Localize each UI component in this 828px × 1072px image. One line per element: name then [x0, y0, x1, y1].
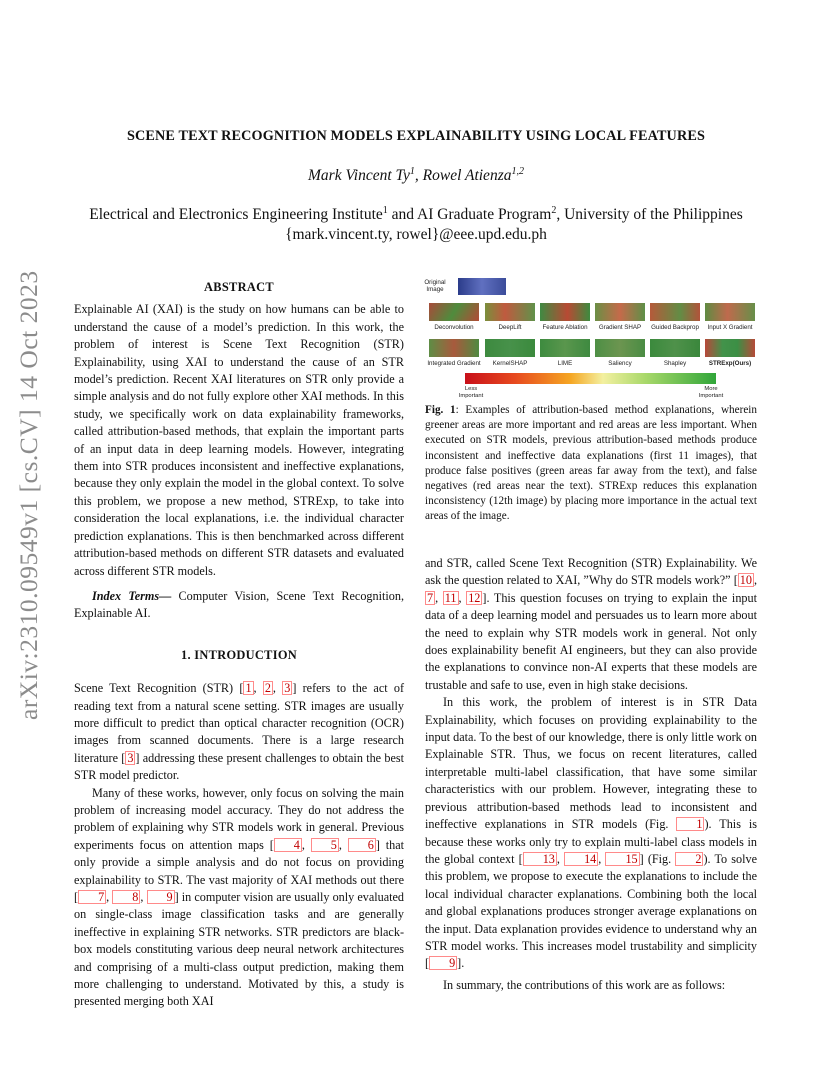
deconvolution-thumbnail [429, 303, 479, 321]
citation-link[interactable]: 6 [348, 838, 376, 852]
figure-1 [425, 276, 757, 401]
kernelshap-thumbnail [485, 339, 535, 357]
intro-p1-text-b: refers to the act of reading text from a natural scene setting. STR images are usually more difficult to predict than optical character recognition (OCR) images from scanned documents. There is a large research literature [74, 681, 405, 765]
affiliation-part-2: and AI Graduate Program [387, 206, 552, 223]
less-important-label: Less Important [458, 386, 484, 399]
gradient-shap-thumbnail [595, 303, 645, 321]
author-separator: , [414, 167, 423, 184]
intro-p1-text-a: Scene Text Recognition (STR) [74, 681, 240, 696]
caption-label: Fig. 1 [425, 404, 456, 416]
author-1-affil: 1 [409, 165, 415, 177]
citation-link[interactable]: 1 [245, 681, 252, 696]
figure-ref-link[interactable]: 2 [675, 852, 703, 866]
right-p2-text-c: (Fig. [643, 851, 676, 866]
right-p2-text-d: ). To solve this problem, we propose to execute the explanations to include the local individual character explanations. Combining both the local and global explanations produces stronger average explanations on the input. Data explanation provides evidence to understand why an STR model works. This increases model trustability and simplicity [425, 851, 758, 953]
citation-link[interactable]: 15 [605, 852, 639, 866]
right-p2-text-a: In this work, the problem of interest is in STR Data Explainability, which focuses on providing explainability to the input data. To the best of our knowledge, there is only little work on Explainable STR. Thus, we focus on recent literatures, called interpretable multi-label classification, that have some similar characteristics with our problem. However, integrating these to previous attribution-based methods lead to inconsistent and ineffective explanations in STR models (Fig. [425, 695, 757, 832]
method-label: LIME [557, 360, 573, 367]
method-label: Input X Gradient [707, 324, 753, 331]
method-label: Shapley [663, 360, 687, 367]
abstract-body: Explainable AI (XAI) is the study on how humans can be able to understand the cause of a model’s prediction. In this work, the problem of interest is Scene Text Recognition (STR) Explainability, using XAI to understand the cause of an STR model’s prediction. Recent XAI literatures on STR only provide a simple analysis and do not fully explore other XAI methods. In this study, we specifically work on data explainability frameworks, called attribution-based methods, that explain the important parts of an input data in deep learning models. However, integrating them into STR produces inconsistent and ineffective explanations, because they only explain the model in the global context. To solve this problem, we propose a new method, STRExp, to take into consideration the local explanations, i.e. the individual character prediction explanations. This is then benchmarked across different attribution-based methods on different STR datasets and evaluated across different STR models. [74, 302, 404, 578]
citation-link[interactable]: 9 [429, 956, 457, 970]
right-column [425, 555, 757, 994]
intro-p2-text-c: in computer vision are usually only evaluated on single-class image classification tasks and are generally ineffective in explaining STR networks. STR predictors are black-box models constituting various deep neural network architectures and comprising of a multi-class output prediction, making them more challenging to understand. Motivated by this, a study is presented merging both XAI [74, 890, 405, 1009]
saliency-thumbnail [595, 339, 645, 357]
authors [60, 167, 772, 185]
right-paragraph-3: In summary, the contributions of this work are as follows: [443, 977, 726, 992]
intro-heading: 1. INTRODUCTION [180, 647, 298, 662]
abstract-heading: ABSTRACT [204, 280, 274, 294]
original-image-label: Original Image [424, 279, 446, 293]
author-1: Mark Vincent Ty [308, 167, 410, 184]
method-label: DeepLift [498, 324, 522, 331]
intro-paragraph-2: Many of these works, however, only focus on solving the main problem of increasing model accuracy. They do not address the problem of explaining why STR models work in general. Previous experiments focus on attention maps [ 4 , 5 , 6 ] that only provide a simple analysis and do not focus on providing explainability to STR. The vast majority of XAI methods out there [ 7 , 8 , 9 ] in computer vision are usually only evaluated on single-class image classification tasks and are generally ineffective in explaining STR networks. STR predictors are black-box models constituting various deep neural network architectures and comprising of a multi-class output prediction, making them more challenging to understand. Motivated by this, a study is presented merging both XAI [74, 785, 405, 1009]
index-terms-label: Index Terms— [92, 588, 172, 603]
input-x-gradient-thumbnail [705, 303, 755, 321]
right-paragraph-1: and STR, called Scene Text Recognition (STR) Explainability. We ask the question related to XAI, ”Why do STR models work?” [ 10 , 7 , 11 , 12 ]. This question focuses on trying to explain the input data of a deep learning model and persuades us to learn more about the need to explain why STR models work in general. Not only does explainability benefit AI engineers, but they can also provide the explanations to convince non-AI experts that these models are trustable and safe to use, even in high stake decisions. [425, 556, 757, 692]
right-p2-text-e: . [461, 956, 465, 971]
citation-link[interactable]: 3 [127, 750, 134, 765]
citation-link[interactable]: 2 [264, 681, 271, 696]
right-p2-text-b: ). This is because these works only try to explain multi-label class models in the global context [425, 817, 757, 866]
citation-link[interactable]: 12 [468, 590, 481, 605]
importance-colorbar [465, 373, 716, 384]
method-label: Feature Ablation [542, 324, 588, 331]
original-image-thumbnail [458, 278, 506, 295]
method-label: KernelSHAP [492, 360, 528, 367]
figure-1-caption [425, 403, 757, 525]
method-label: STRExp(Ours) [708, 360, 752, 367]
intro-p1-text-c: addressing these present challenges to obtain the best STR model predictor. [74, 750, 404, 783]
method-label: Guided Backprop [651, 324, 699, 331]
integrated-gradient-thumbnail [429, 339, 479, 357]
citation-link[interactable]: 8 [112, 890, 140, 904]
citation-link[interactable]: 7 [427, 590, 434, 605]
intro-p2-text-a: Many of these works, however, only focus on solving the main problem of increasing model accuracy. They do not address the problem of explaining why STR models work in general. Previous experiments focus on attention maps [74, 785, 404, 852]
citation-link[interactable]: 4 [274, 838, 302, 852]
more-important-label: More Important [698, 386, 724, 399]
author-2-affil: 1,2 [511, 165, 524, 177]
citation-link[interactable]: 3 [284, 681, 291, 696]
deeplift-thumbnail [485, 303, 535, 321]
affiliation-line [60, 205, 772, 225]
right-paragraph-2: In this work, the problem of interest is in STR Data Explainability, which focuses on providing explainability to the input data. To the best of our knowledge, there is only little work on Explainable STR. Thus, we focus on recent literatures, called interpretable multi-label classification, that have some similar characteristics with our problem. However, integrating these to previous attribution-based methods lead to inconsistent and ineffective explanations in STR models (Fig. 1 ). This is because these works only try to explain multi-label class models in the global context [ 13 , 14 , 15 ] (Fig. 2 ). To solve this problem, we propose to execute the explanations to include the local individual character explanations. Combining both the local and global explanations produces stronger average explanations on the input. Data explanation provides evidence to understand why an STR model works. This increases model trustability and simplicity [ 9 ]. [425, 695, 758, 971]
method-label: Gradient SHAP [598, 324, 642, 331]
citation-link[interactable]: 7 [78, 890, 106, 904]
method-label: Saliency [608, 360, 632, 367]
author-2: Rowel Atienza [422, 167, 512, 184]
affiliation-sup-2: 2 [551, 204, 557, 216]
intro-paragraph-1: Scene Text Recognition (STR) [ 1 , 2 , 3 ] refers to the act of reading text from a natural scene setting. STR images are usually more difficult to predict than optical character recognition (OCR) images from scanned documents. There is a large research literature [ 3 ] addressing these present challenges to obtain the best STR model predictor. [74, 681, 405, 783]
citation-link[interactable]: 9 [147, 890, 175, 904]
method-label: Integrated Gradient [427, 360, 481, 367]
affiliation-sup-1: 1 [382, 204, 388, 216]
citation-link[interactable]: 5 [311, 838, 339, 852]
index-terms [74, 588, 404, 623]
intro-p2-text-b: that only provide a simple analysis and do not focus on providing explainability to STR. The vast majority of XAI methods out there [74, 837, 405, 887]
guided-backprop-thumbnail [650, 303, 700, 321]
citation-link[interactable]: 13 [523, 852, 557, 866]
paper-title: SCENE TEXT RECOGNITION MODELS EXPLAINABILITY USING LOCAL FEATURES [126, 128, 706, 144]
citation-link[interactable]: 10 [739, 573, 752, 588]
index-terms-text: Computer Vision, Scene Text Recognition, Explainable AI. [74, 588, 404, 621]
citation-link[interactable]: 11 [444, 590, 457, 605]
affiliation [60, 205, 772, 245]
figure-ref-link[interactable]: 1 [676, 817, 704, 831]
left-column [74, 279, 404, 1011]
shapley-thumbnail [650, 339, 700, 357]
method-label: Deconvolution [434, 324, 474, 331]
arxiv-stamp: arXiv:2310.09549v1 [cs.CV] 14 Oct 2023 [14, 270, 43, 720]
right-p1-text-a: and STR, called Scene Text Recognition (STR) Explainability. We ask the question related to XAI, ”Why do STR models work?” [425, 556, 757, 588]
strexp-thumbnail [705, 339, 755, 357]
author-emails: {mark.vincent.ty, rowel}@eee.upd.edu.ph [285, 226, 547, 243]
feature-ablation-thumbnail [540, 303, 590, 321]
affiliation-part-1: Electrical and Electronics Engineering Institute [89, 206, 383, 223]
right-p1-text-b: . This question focuses on trying to explain the input data of a deep learning model and persuades us to learn more about the need to explain why STR models work in general. Not only does explainability benefit AI engineers, but they can also provide the explanations to convince non-AI experts that these models are trustable and safe to use, even in high stake decisions. [425, 590, 757, 692]
lime-thumbnail [540, 339, 590, 357]
citation-link[interactable]: 14 [564, 852, 598, 866]
affiliation-part-3: , University of the Philippines [556, 206, 743, 223]
caption-text: : Examples of attribution-based method explanations, wherein greener areas are more important and red areas are less important. When executed on STR models, previous attribution-based methods produce inconsistent and ineffective data explanations (first 11 images), that produce false positives (green areas far away from the text), and false negatives (red areas near the text). STRExp reduces this explanation inconsistency (12th image) by placing more importance in the actual text areas of the image. [425, 404, 758, 523]
